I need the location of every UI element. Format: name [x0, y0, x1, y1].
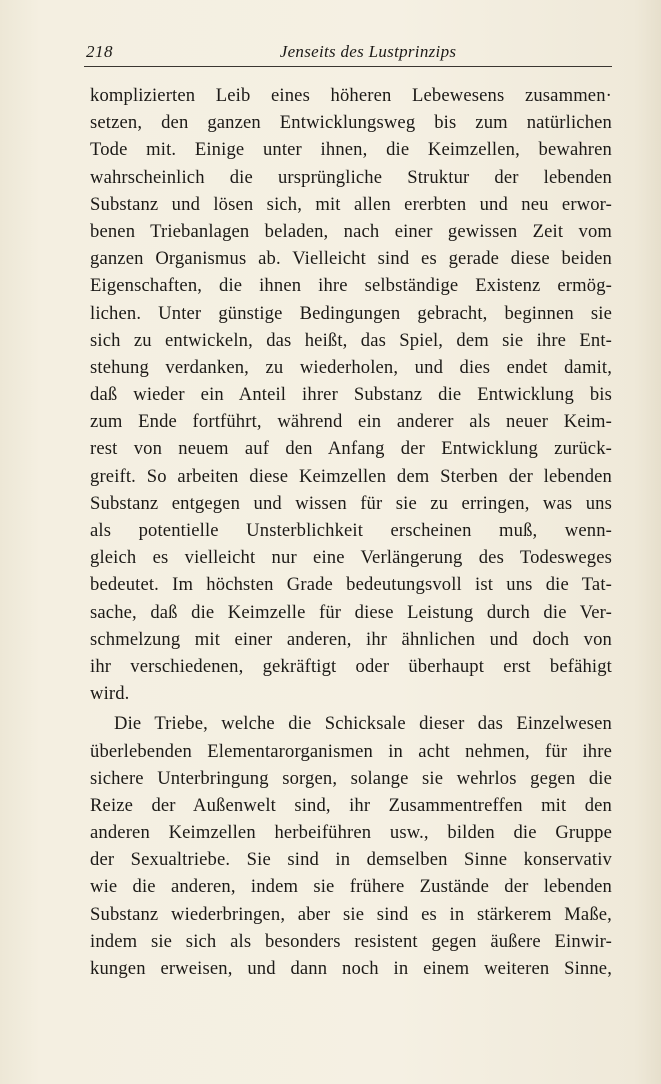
text-line: Substanz entgegen und wissen für sie zu erringen, was uns: [90, 492, 612, 514]
text-line: lichen. Unter günstige Bedingungen gebracht, beginnen sie: [90, 302, 612, 324]
text-line: wahrscheinlich die ursprüngliche Struktur der lebenden: [90, 166, 612, 188]
text-line: schmelzung mit einer anderen, ihr ähnlichen und doch von: [90, 628, 612, 650]
text-line: komplizierten Leib eines höheren Lebewesens zusammen·: [90, 85, 612, 106]
text-line: Substanz wiederbringen, aber sie sind es in stärkerem Maße,: [90, 903, 612, 925]
running-title: Jenseits des Lustprinzips: [279, 42, 457, 61]
text-line: sich zu entwickeln, das heißt, das Spiel, dem sie ihre Ent-: [90, 329, 612, 351]
page-header: [84, 40, 612, 67]
text-line: wie die anderen, indem sie frühere Zustände der lebenden: [90, 876, 612, 898]
text-line: überlebenden Elementarorganismen in acht nehmen, für ihre: [90, 740, 612, 762]
text-line: Substanz und lösen sich, mit allen ererbten und neu erwor-: [90, 193, 612, 215]
text-line: anderen Keimzellen herbeiführen usw., bilden die Gruppe: [90, 822, 612, 844]
text-line: setzen, den ganzen Entwicklungsweg bis zum natürlichen: [90, 112, 612, 134]
paragraph-1: [90, 82, 612, 707]
text-line: indem sie sich als besonders resistent gegen äußere Einwir-: [90, 930, 612, 952]
text-line: greift. So arbeiten diese Keimzellen dem Sterben der lebenden: [90, 465, 612, 487]
text-line: zum Ende fortführt, während ein anderer als neuer Keim-: [90, 411, 612, 433]
text-line: der Sexualtriebe. Sie sind in demselben Sinne konservativ: [90, 849, 612, 871]
text-line: stehung verdanken, zu wiederholen, und dies endet damit,: [90, 356, 612, 378]
text-line: Reize der Außenwelt sind, ihr Zusammentreffen mit den: [90, 794, 612, 816]
text-line: ihr verschiedenen, gekräftigt oder überhaupt erst befähigt: [90, 655, 612, 677]
text-line: kungen erweisen, und dann noch in einem weiteren Sinne,: [90, 958, 612, 979]
text-line: wird.: [90, 683, 130, 705]
text-line: sache, daß die Keimzelle für diese Leistung durch die Ver-: [90, 601, 612, 623]
text-line: rest von neuem auf den Anfang der Entwicklung zurück-: [90, 438, 612, 460]
paragraph-2: [90, 710, 612, 982]
text-line: ganzen Organismus ab. Vielleicht sind es gerade diese beiden: [90, 248, 612, 270]
text-line: sichere Unterbringung sorgen, solange sie wehrlos gegen die: [90, 767, 612, 789]
text-line: daß wieder ein Anteil ihrer Substanz die Entwicklung bis: [90, 384, 612, 406]
page-number: 218: [86, 42, 113, 61]
text-line: Tode mit. Einige unter ihnen, die Keimzellen, bewahren: [90, 139, 612, 161]
text-line: Eigenschaften, die ihnen ihre selbständige Existenz ermög-: [90, 275, 612, 297]
text-line: als potentielle Unsterblichkeit erscheinen muß, wenn-: [90, 520, 612, 541]
body-text: [90, 82, 612, 982]
text-line: benen Triebanlagen beladen, nach einer gewissen Zeit vom: [90, 220, 612, 242]
text-line: bedeutet. Im höchsten Grade bedeutungsvoll ist uns die Tat-: [90, 574, 612, 596]
text-line: Die Triebe, welche die Schicksale dieser das Einzelwesen: [114, 713, 612, 735]
text-line: gleich es vielleicht nur eine Verlängerung des Todesweges: [90, 547, 612, 569]
